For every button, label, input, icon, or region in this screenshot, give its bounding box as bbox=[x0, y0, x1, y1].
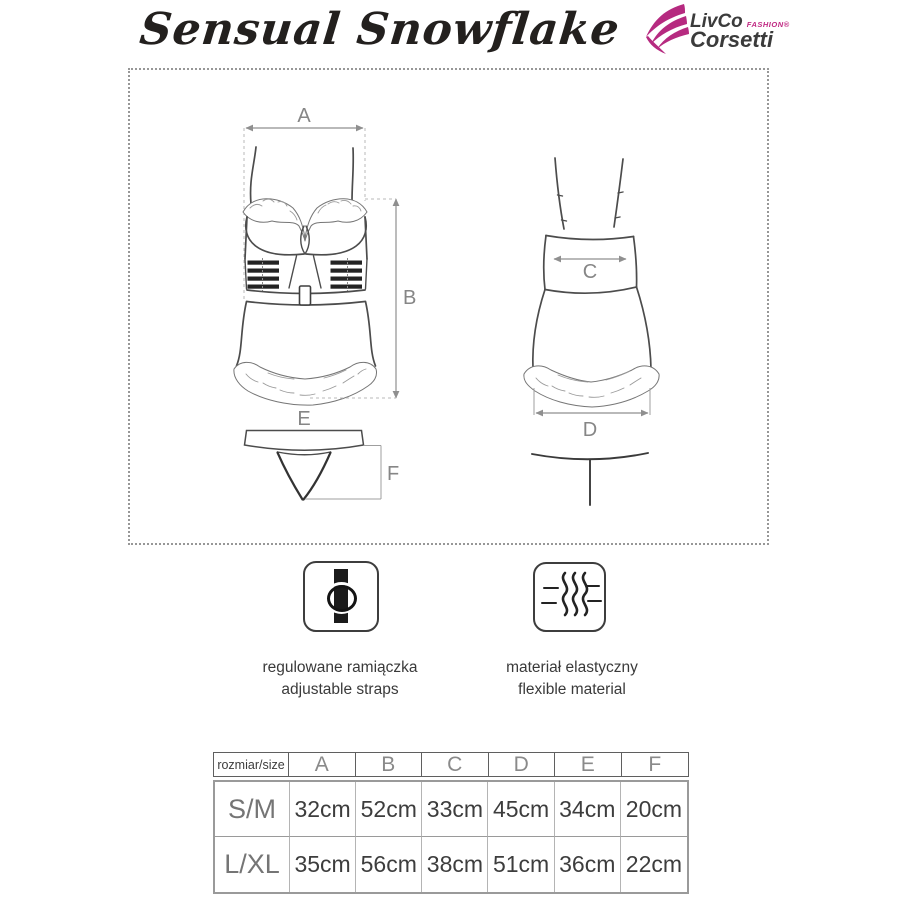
brand-name-bottom: Corsetti bbox=[690, 27, 774, 52]
size-table bbox=[213, 752, 689, 894]
brand-name-top: LivCo bbox=[690, 11, 743, 32]
feature-caption-material bbox=[450, 657, 694, 700]
back-view-drawing bbox=[524, 158, 659, 441]
size-table-column-d: D bbox=[489, 753, 556, 777]
panty-front-drawing bbox=[245, 408, 400, 500]
feature-caption-line: regulowane ramiączka bbox=[262, 659, 418, 676]
feature-caption-line: adjustable straps bbox=[281, 680, 399, 698]
panty-back-drawing bbox=[532, 453, 648, 505]
size-cell: 51cm bbox=[488, 837, 554, 892]
size-cell: 35cm bbox=[290, 837, 356, 892]
size-table-column-e: E bbox=[555, 753, 622, 777]
adjustable-straps-icon bbox=[303, 561, 379, 632]
measure-label-d: D bbox=[582, 419, 598, 441]
size-cell: 52cm bbox=[356, 782, 422, 837]
size-cell: 33cm bbox=[422, 782, 488, 837]
size-cell: 56cm bbox=[356, 837, 422, 892]
size-cell: 45cm bbox=[488, 782, 554, 837]
size-cell: 38cm bbox=[422, 837, 488, 892]
size-table-column-a: A bbox=[289, 753, 356, 777]
size-table-column-f: F bbox=[648, 753, 662, 776]
measure-label-e: E bbox=[297, 408, 311, 430]
size-cell: 32cm bbox=[290, 782, 356, 837]
measure-label-c: C bbox=[582, 261, 598, 283]
size-cell: 20cm bbox=[621, 782, 687, 837]
page-title: Sensual Snowflake bbox=[137, 4, 623, 55]
size-cell: 36cm bbox=[555, 837, 621, 892]
measure-label-a: A bbox=[297, 105, 311, 127]
belt-buckle bbox=[300, 286, 311, 305]
measure-label-b: B bbox=[403, 287, 417, 309]
size-row-label: S/M bbox=[215, 782, 290, 837]
brand-swoosh-icon bbox=[644, 3, 696, 55]
measurement-diagram bbox=[128, 68, 769, 545]
front-view-drawing bbox=[234, 105, 416, 405]
feature-caption-line: flexible material bbox=[518, 680, 626, 698]
feature-caption-line: materiał elastyczny bbox=[506, 659, 638, 676]
size-table-column-c: C bbox=[422, 753, 489, 777]
brand-fashion-label: FASHION® bbox=[746, 20, 790, 29]
measure-label-f: F bbox=[387, 463, 400, 485]
flexible-material-icon bbox=[533, 562, 606, 632]
feature-caption-straps bbox=[218, 657, 462, 700]
size-table-corner-label: rozmiar/size bbox=[214, 753, 289, 777]
size-cell: 34cm bbox=[555, 782, 621, 837]
size-table-header bbox=[213, 752, 689, 777]
size-row-label: L/XL bbox=[215, 837, 290, 892]
size-table-column-b: B bbox=[356, 753, 423, 777]
wavy-lines-glyph bbox=[535, 564, 603, 628]
size-cell: 22cm bbox=[625, 851, 683, 877]
brand-logo bbox=[644, 3, 794, 58]
size-table-body bbox=[213, 780, 689, 894]
strap-ring-glyph bbox=[327, 585, 357, 612]
